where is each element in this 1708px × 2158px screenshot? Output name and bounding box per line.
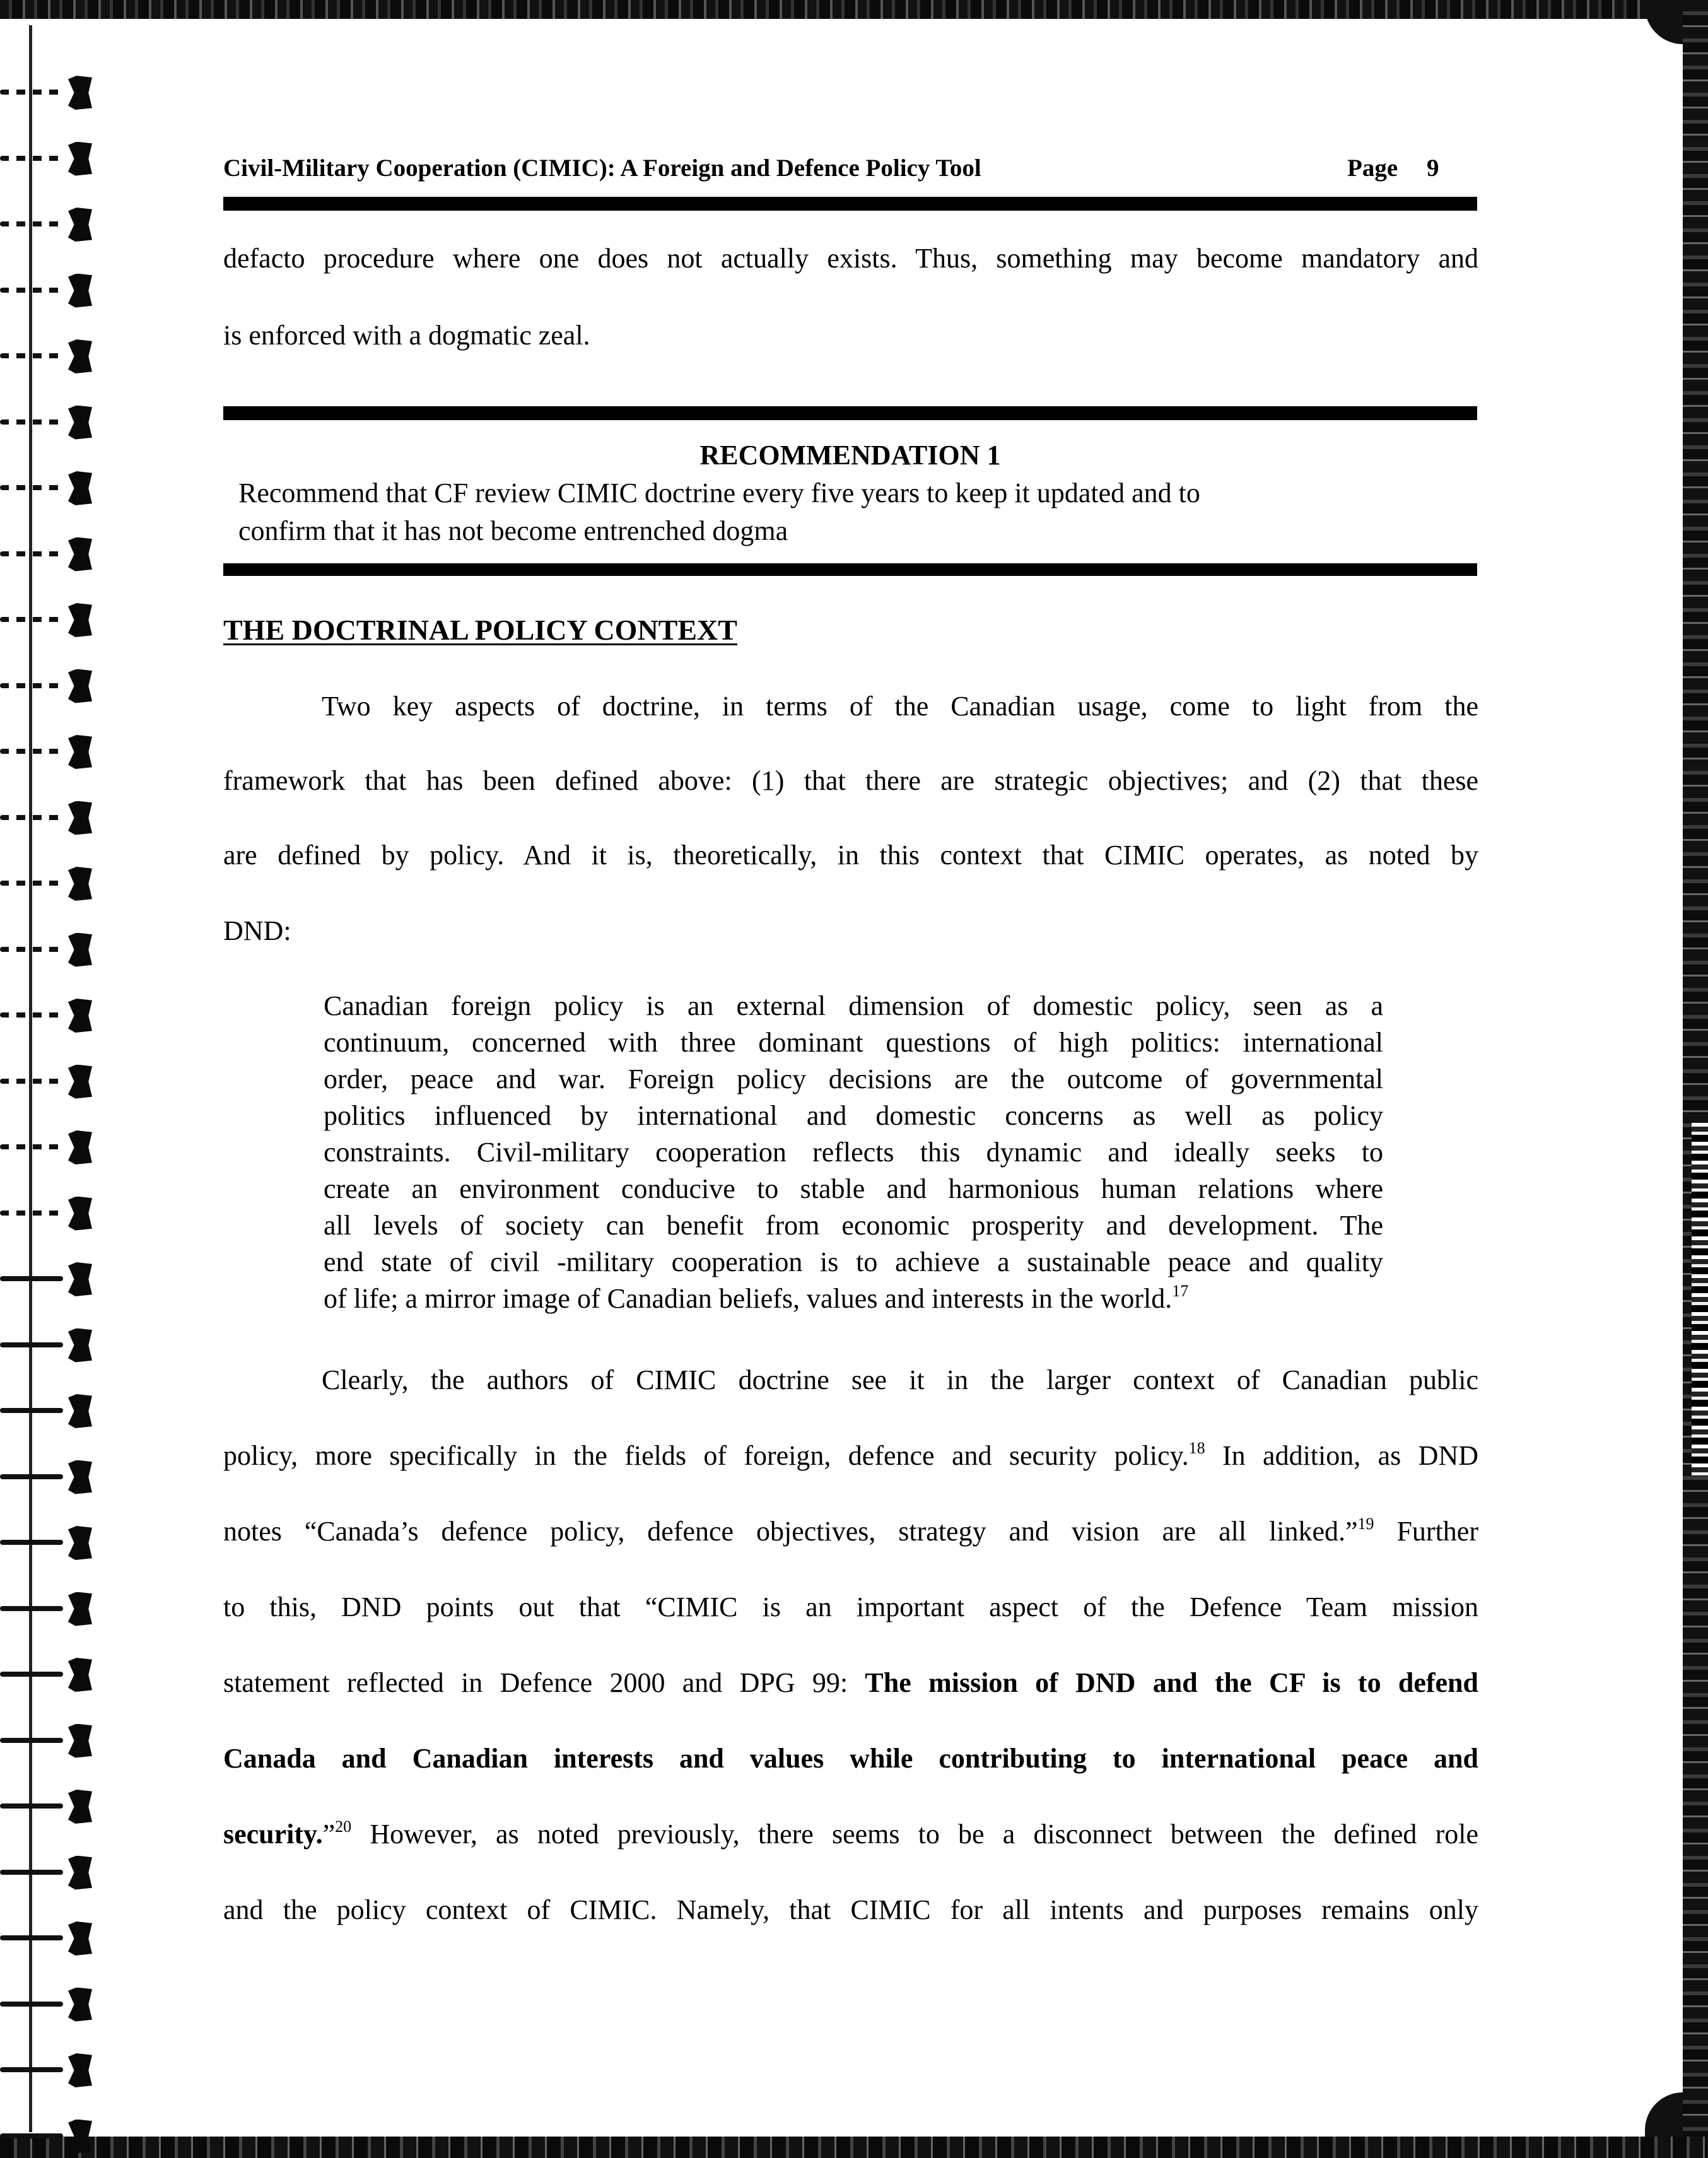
binding-hole [68, 867, 92, 901]
scan-border-top [0, 0, 1708, 19]
binding-wire [0, 156, 63, 161]
binding-coil [0, 602, 101, 640]
binding-coil [0, 1327, 101, 1365]
binding-hole [68, 1790, 92, 1824]
binding-wire [0, 1606, 63, 1611]
intro-line-2: is enforced with a dogmatic zeal. [223, 320, 590, 351]
binding-wire [0, 419, 63, 425]
binding-wire [0, 221, 63, 226]
header-page-number: 9 [1427, 155, 1439, 182]
para2-line-3 [223, 1514, 1478, 1549]
para2-line-7 [223, 1817, 1478, 1852]
footnote-ref-18: 18 [1188, 1439, 1205, 1458]
binding-wire [0, 1540, 63, 1545]
binding-coil [0, 206, 101, 244]
binding-coil [0, 1657, 101, 1694]
para2-line-5 [223, 1665, 1478, 1701]
binding-hole [68, 1592, 92, 1626]
scan-border-bottom [0, 2137, 1708, 2158]
binding-hole [68, 2120, 92, 2154]
binding-wire [0, 1935, 63, 1940]
binding-wire [0, 1342, 63, 1347]
footnote-ref-17: 17 [1172, 1282, 1189, 1301]
binding-wire [0, 551, 63, 556]
binding-coil [0, 1723, 101, 1761]
binding-wire [0, 288, 63, 293]
para2-line-7b: ” [322, 1819, 336, 1850]
para2-line-7c: However, as noted previously, there seems to be a disconnect between the defined role [351, 1819, 1478, 1850]
binding-coil [0, 1393, 101, 1431]
binding-coil [0, 536, 101, 574]
footnote-ref-19: 19 [1357, 1515, 1374, 1533]
binding-hole [68, 801, 92, 835]
para2-line-3b: Further [1374, 1516, 1478, 1547]
binding-wire [0, 947, 63, 952]
footnote-ref-20: 20 [335, 1817, 352, 1836]
binding-coil [0, 273, 101, 310]
binding-wire [0, 2133, 63, 2138]
binding-wire [0, 1803, 63, 1809]
binding-hole [68, 1197, 92, 1231]
binding-coil [0, 1986, 101, 2024]
binding-wire [0, 2067, 63, 2072]
binding-hole [68, 1988, 92, 2022]
binding-coil [0, 1261, 101, 1299]
quote-line-3: order, peace and war. Foreign policy decisions are the outcome of governmental [324, 1064, 1383, 1094]
binding-hole [68, 208, 92, 242]
binding-hole [68, 2053, 92, 2087]
binding-hole [68, 406, 92, 440]
binding-coil [0, 1195, 101, 1233]
para2-line-2a: policy, more specifically in the fields of foreign, defence and security policy. [223, 1440, 1189, 1471]
para1-line-4: DND: [223, 915, 291, 946]
binding-wire [0, 353, 63, 358]
binding-coil [0, 338, 101, 376]
header-page-label: Page [1347, 155, 1398, 182]
binding-wire [0, 815, 63, 820]
binding-wire [0, 2002, 63, 2007]
binding-hole [68, 735, 92, 769]
binding-wire [0, 1211, 63, 1216]
binding-wire [0, 683, 63, 688]
binding-hole [68, 1460, 92, 1494]
binding-hole [68, 1724, 92, 1758]
binding-coil [0, 2052, 101, 2090]
quote-line-5: constraints. Civil-military cooperation reflects this dynamic and ideally seeks to [324, 1137, 1383, 1168]
binding-wire [0, 1870, 63, 1875]
binding-hole [68, 1130, 92, 1164]
spiral-binding [0, 0, 107, 2158]
binding-coil [0, 800, 101, 838]
binding-coil [0, 1129, 101, 1167]
binding-wire [0, 1144, 63, 1149]
para2-line-2b: In addition, as DND [1205, 1440, 1478, 1471]
binding-wire [0, 617, 63, 622]
binding-wire [0, 1738, 63, 1743]
binding-wire [0, 1408, 63, 1413]
para2-line-4: to this, DND points out that “CIMIC is an important aspect of the Defence Team mission [223, 1592, 1478, 1622]
para2-line-3a: notes “Canada’s defence policy, defence objectives, strategy and vision are all linked.” [223, 1516, 1358, 1547]
binding-coil [0, 668, 101, 706]
binding-hole [68, 1065, 92, 1099]
binding-hole [68, 1328, 92, 1363]
binding-hole [68, 603, 92, 637]
recommendation-bottom-rule [223, 563, 1477, 576]
binding-hole [68, 1394, 92, 1428]
para2-line-1: Clearly, the authors of CIMIC doctrine see it in the larger context of Canadian public [322, 1364, 1478, 1395]
para1-line-1: Two key aspects of doctrine, in terms of the Canadian usage, come to light from the [322, 691, 1478, 722]
quote-line-4: politics influenced by international and domestic concerns as well as policy [324, 1100, 1383, 1131]
binding-hole [68, 471, 92, 505]
recommendation-line-2: confirm that it has not become entrenched dogma [238, 515, 788, 546]
binding-coil [0, 404, 101, 442]
binding-coil [0, 1788, 101, 1826]
scan-noise-right [1692, 1123, 1708, 1476]
binding-wire [0, 749, 63, 754]
binding-coil [0, 1591, 101, 1629]
binding-hole [68, 999, 92, 1033]
binding-wire [0, 1012, 63, 1017]
binding-coil [0, 1525, 101, 1563]
binding-hole [68, 933, 92, 967]
para2-line-5b-bold: The mission of DND and the CF is to defend [865, 1667, 1478, 1698]
para1-line-3: are defined by policy. And it is, theoretically, in this context that CIMIC operates, as noted by [223, 840, 1478, 871]
binding-hole [68, 1658, 92, 1692]
binding-wire [0, 90, 63, 95]
scan-border-right [1683, 0, 1708, 2158]
para2-line-8: and the policy context of CIMIC. Namely, that CIMIC for all intents and purposes remains only [223, 1894, 1478, 1925]
para2-line-5a: statement reflected in Defence 2000 and DPG 99: [223, 1667, 865, 1698]
binding-hole [68, 76, 92, 110]
binding-coil [0, 141, 101, 179]
para1-line-2: framework that has been defined above: (1) that there are strategic objectives; and (2) that these [223, 765, 1478, 796]
binding-hole [68, 1856, 92, 1890]
binding-hole [68, 274, 92, 308]
header-rule [223, 197, 1477, 211]
recommendation-body [238, 474, 1475, 550]
binding-wire [0, 1474, 63, 1479]
binding-coil [0, 1459, 101, 1497]
quote-line-8: end state of civil -military cooperation is to achieve a sustainable peace and quality [324, 1246, 1383, 1277]
binding-coil [0, 997, 101, 1035]
binding-coil [0, 1064, 101, 1101]
section-heading: THE DOCTRINAL POLICY CONTEXT [223, 614, 737, 646]
scan-corner-bottom-right [1645, 2092, 1683, 2137]
quote-line-1: Canadian foreign policy is an external dimension of domestic policy, seen as a [324, 990, 1383, 1021]
binding-hole [68, 339, 92, 373]
header-title: Civil-Military Cooperation (CIMIC): A Foreign and Defence Policy Tool [223, 155, 981, 182]
recommendation-line-1: Recommend that CF review CIMIC doctrine every five years to keep it updated and to [238, 478, 1200, 508]
quote-line-9 [324, 1282, 1383, 1316]
para2-line-2 [223, 1438, 1478, 1474]
scan-corner-top-right [1645, 0, 1683, 44]
recommendation-title: RECOMMENDATION 1 [699, 440, 1001, 471]
binding-hole [68, 1921, 92, 1956]
quote-line-7: all levels of society can benefit from economic prosperity and development. The [324, 1210, 1383, 1241]
para2-line-7a-bold: security. [223, 1819, 323, 1850]
binding-coil [0, 865, 101, 903]
quote-line-6: create an environment conducive to stable and harmonious human relations where [324, 1173, 1383, 1204]
binding-hole [68, 142, 92, 176]
binding-coil [0, 74, 101, 112]
binding-coil [0, 1855, 101, 1892]
quote-line-2: continuum, concerned with three dominant questions of high politics: international [324, 1027, 1383, 1058]
binding-wire [0, 485, 63, 490]
binding-wire [0, 1276, 63, 1281]
intro-line-1: defacto procedure where one does not actually exists. Thus, something may become mandatory and [223, 243, 1478, 274]
running-header [223, 154, 1478, 187]
para2-line-6-bold: Canada and Canadian interests and values while contributing to international peace and [223, 1743, 1478, 1774]
recommendation-top-rule [223, 406, 1477, 420]
binding-hole [68, 669, 92, 703]
binding-wire [0, 1079, 63, 1084]
binding-coil [0, 470, 101, 508]
binding-coil [0, 932, 101, 970]
binding-coil [0, 1920, 101, 1958]
binding-wire [0, 1672, 63, 1677]
binding-hole [68, 537, 92, 572]
quote-line-9-text: of life; a mirror image of Canadian beliefs, values and interests in the world. [324, 1283, 1173, 1314]
binding-coil [0, 734, 101, 771]
binding-hole [68, 1262, 92, 1296]
binding-wire [0, 881, 63, 886]
binding-coil [0, 2118, 101, 2156]
binding-hole [68, 1526, 92, 1560]
